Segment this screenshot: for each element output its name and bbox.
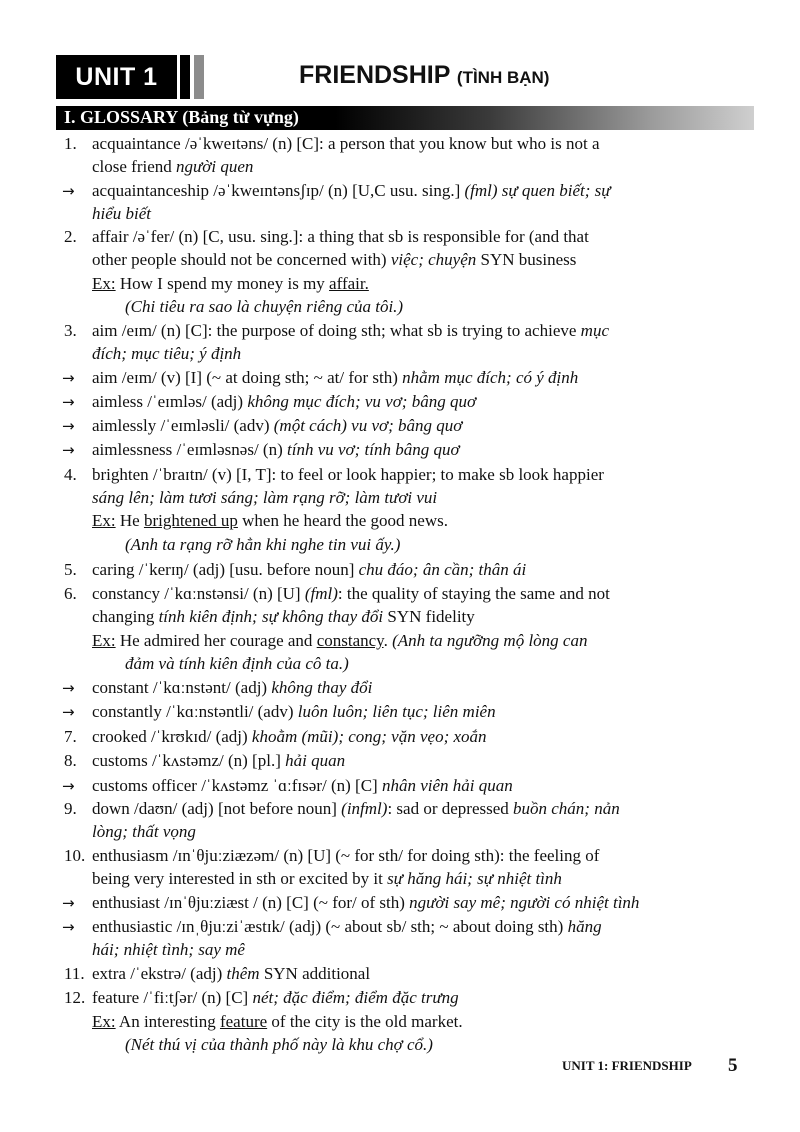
text: aim /eɪm/ (v) [I] (~ at doing sth; ~ at/ for sth) xyxy=(92,368,403,387)
entry-number: 10. xyxy=(64,846,86,865)
entry-number: 5. xyxy=(64,560,77,579)
keyword: feature xyxy=(219,1012,268,1031)
text: extra /ˈekstrə/ (adj) xyxy=(92,964,227,983)
entry-line xyxy=(92,203,151,225)
entry-number: 3. xyxy=(64,321,77,340)
translation: việc; chuyện xyxy=(390,250,477,269)
translation: không thay đổi xyxy=(271,678,373,697)
translation: chu đáo; ân cần; thân ái xyxy=(358,560,527,579)
footer-label: UNIT 1: FRIENDSHIP xyxy=(562,1058,692,1073)
text: SYN business xyxy=(476,250,577,269)
register: (infml) xyxy=(341,799,388,818)
text: constancy /ˈkɑːnstənsi/ (n) [U] xyxy=(92,584,305,603)
text: caring /ˈkerɪŋ/ (adj) [usu. before noun] xyxy=(92,560,359,579)
arrow-icon: → xyxy=(62,894,75,912)
entry-number: 11. xyxy=(64,964,85,983)
text: : sad or depressed xyxy=(387,799,514,818)
example-translation xyxy=(125,653,349,675)
example-line xyxy=(92,630,587,652)
entry-line xyxy=(92,916,602,938)
entry-line xyxy=(92,320,609,342)
example-line xyxy=(92,1011,463,1033)
text: feature /ˈfiːtʃər/ (n) [C] xyxy=(92,988,253,1007)
entry-line xyxy=(92,775,513,797)
text: down /daʊn/ (adj) [not before noun] xyxy=(92,799,342,818)
entry-number: 12. xyxy=(64,988,86,1007)
entry-line xyxy=(92,868,562,890)
unit-header xyxy=(56,55,754,101)
translation: (fml) sự quen biết; sự xyxy=(464,181,611,200)
translation: đảm và tính kiên định của cô ta.) xyxy=(125,654,349,673)
example-line xyxy=(92,510,448,532)
translation: hái; nhiệt tình; say mê xyxy=(92,940,245,959)
translation: nhân viên hải quan xyxy=(381,776,513,795)
text: constant /ˈkɑːnstənt/ (adj) xyxy=(92,678,272,697)
arrow-icon: → xyxy=(62,393,75,411)
unit-label: UNIT 1 xyxy=(56,55,177,99)
translation: đích; mục tiêu; ý định xyxy=(92,344,242,363)
text: being very interested in sth or excited by it xyxy=(92,869,388,888)
translation: luôn luôn; liên tục; liên miên xyxy=(297,702,496,721)
text: aimlessness /ˈeɪmləsnəs/ (n) xyxy=(92,440,287,459)
translation: (Anh ta rạng rỡ hẳn khi nghe tin vui ấy.) xyxy=(125,535,401,554)
example-label: Ex: xyxy=(92,631,116,650)
entry-number: 4. xyxy=(64,465,77,484)
arrow-icon: → xyxy=(62,182,75,200)
translation: hải quan xyxy=(285,751,346,770)
entry-number: 8. xyxy=(64,751,77,770)
entry-line xyxy=(92,180,611,202)
text: aimless /ˈeɪmləs/ (adj) xyxy=(92,392,248,411)
text: constantly /ˈkɑːnstəntli/ (adv) xyxy=(92,702,298,721)
translation: thêm xyxy=(226,964,260,983)
text: when he heard the good news. xyxy=(237,511,448,530)
text: customs officer /ˈkʌstəmz ˈɑːfɪsər/ (n) [C] xyxy=(92,776,382,795)
decorative-bar xyxy=(194,55,204,99)
entry-number: 7. xyxy=(64,727,77,746)
text: SYN additional xyxy=(259,964,371,983)
text: How I spend my money is my xyxy=(119,274,330,293)
text: changing xyxy=(92,607,159,626)
entry-line: brighten /ˈbraɪtn/ (v) [I, T]: to feel or look happier; to make sb look happier xyxy=(92,465,604,484)
entry-line xyxy=(92,249,576,271)
page-number: 5 xyxy=(728,1055,738,1076)
text: : the quality of staying the same and not xyxy=(337,584,610,603)
entry-number: 6. xyxy=(64,584,77,603)
text: customs /ˈkʌstəmz/ (n) [pl.] xyxy=(92,751,286,770)
entry-number: 1. xyxy=(64,134,77,153)
entry-line xyxy=(92,821,196,843)
entry-line xyxy=(92,677,372,699)
arrow-icon: → xyxy=(62,417,75,435)
translation: hăng xyxy=(567,917,602,936)
arrow-icon: → xyxy=(62,369,75,387)
entry-line xyxy=(92,156,253,178)
example-label: Ex: xyxy=(92,274,116,293)
entry-line xyxy=(92,701,496,723)
example-translation xyxy=(125,296,403,318)
arrow-icon: → xyxy=(62,703,75,721)
text: aimlessly /ˈeɪmləsli/ (adv) xyxy=(92,416,274,435)
translation: nét; đặc điểm; điểm đặc trưng xyxy=(252,988,459,1007)
entry-line xyxy=(92,892,639,914)
translation: hiểu biết xyxy=(92,204,152,223)
text: other people should not be concerned with) xyxy=(92,250,391,269)
text: aim /eɪm/ (n) [C]: the purpose of doing sth; what sb is trying to achieve xyxy=(92,321,581,340)
arrow-icon: → xyxy=(62,441,75,459)
entry-line xyxy=(92,343,241,365)
entry-line xyxy=(92,987,459,1009)
keyword: affair. xyxy=(329,274,369,293)
translation: buồn chán; nản xyxy=(513,799,620,818)
text: enthusiastic /ɪnˌθjuːziˈæstɪk/ (adj) (~ about sb/ sth; ~ about doing sth) xyxy=(92,917,568,936)
entry-line xyxy=(92,606,475,628)
translation: tính vu vơ; tính bâng quơ xyxy=(287,440,460,459)
section-bar xyxy=(56,106,754,130)
entry-line xyxy=(92,963,370,985)
text: He admired her courage and xyxy=(119,631,317,650)
translation: sự hăng hái; sự nhiệt tình xyxy=(387,869,562,888)
example-translation xyxy=(125,1034,433,1056)
unit-subtitle: (TÌNH BẠN) xyxy=(456,68,550,87)
translation: sáng lên; làm tươi sáng; làm rạng rỡ; làm tươi vui xyxy=(92,488,438,507)
translation: mục xyxy=(580,321,609,340)
entry-line xyxy=(92,391,476,413)
entry-line xyxy=(92,750,345,772)
translation: tính kiên định; sự không thay đổi xyxy=(158,607,384,626)
unit-title-text: FRIENDSHIP xyxy=(299,61,450,89)
entry-line: enthusiasm /ɪnˈθjuːziæzəm/ (n) [U] (~ for sth/ for doing sth): the feeling of xyxy=(92,846,600,865)
translation: khoằm (mũi); cong; vặn vẹo; xoắn xyxy=(251,727,487,746)
translation: (Anh ta ngưỡng mộ lòng can xyxy=(392,631,588,650)
entry-number: 9. xyxy=(64,799,77,818)
text: SYN fidelity xyxy=(383,607,475,626)
text: acquaintanceship /əˈkweɪntənsʃɪp/ (n) [U,C usu. sing.] xyxy=(92,181,465,200)
translation: lòng; thất vọng xyxy=(92,822,196,841)
text: crooked /ˈkrʊkɪd/ (adj) xyxy=(92,727,252,746)
translation: (một cách) vu vơ; bâng quơ xyxy=(273,416,463,435)
entry-line xyxy=(92,559,526,581)
text: An interesting xyxy=(118,1012,220,1031)
entry-line xyxy=(92,487,437,509)
keyword: brightened up xyxy=(143,511,238,530)
entry-line xyxy=(92,367,578,389)
unit-title xyxy=(299,61,549,90)
example-line xyxy=(92,273,369,295)
register: (fml) xyxy=(304,584,338,603)
section-title: I. GLOSSARY (Bảng từ vựng) xyxy=(64,107,299,127)
arrow-icon: → xyxy=(62,777,75,795)
text: of the city is the old market. xyxy=(267,1012,463,1031)
arrow-icon: → xyxy=(62,918,75,936)
translation: (Nét thú vị của thành phố này là khu chợ cổ.) xyxy=(125,1035,433,1054)
entry-line xyxy=(92,939,245,961)
translation: (Chi tiêu ra sao là chuyện riêng của tôi.) xyxy=(125,297,404,316)
text: . xyxy=(383,631,393,650)
entry-line: affair /əˈfer/ (n) [C, usu. sing.]: a thing that sb is responsible for (and that xyxy=(92,227,589,246)
text: close friend xyxy=(92,157,177,176)
entry-line xyxy=(92,415,462,437)
entry-line xyxy=(92,439,460,461)
decorative-bar xyxy=(180,55,190,99)
keyword: constancy xyxy=(316,631,384,650)
translation: không mục đích; vu vơ; bâng quơ xyxy=(247,392,477,411)
entry-line xyxy=(92,798,620,820)
entry-number: 2. xyxy=(64,227,77,246)
example-label: Ex: xyxy=(92,511,116,530)
example-translation xyxy=(125,534,400,556)
entry-line: acquaintance /əˈkweɪtəns/ (n) [C]: a person that you know but who is not a xyxy=(92,134,600,153)
text: enthusiast /ɪnˈθjuːziæst / (n) [C] (~ for/ of sth) xyxy=(92,893,410,912)
entry-line xyxy=(92,583,610,605)
entry-line xyxy=(92,726,487,748)
translation: người say mê; người có nhiệt tình xyxy=(409,893,640,912)
translation: người quen xyxy=(176,157,254,176)
text: He xyxy=(119,511,144,530)
arrow-icon: → xyxy=(62,679,75,697)
translation: nhằm mục đích; có ý định xyxy=(402,368,579,387)
example-label: Ex: xyxy=(92,1012,116,1031)
